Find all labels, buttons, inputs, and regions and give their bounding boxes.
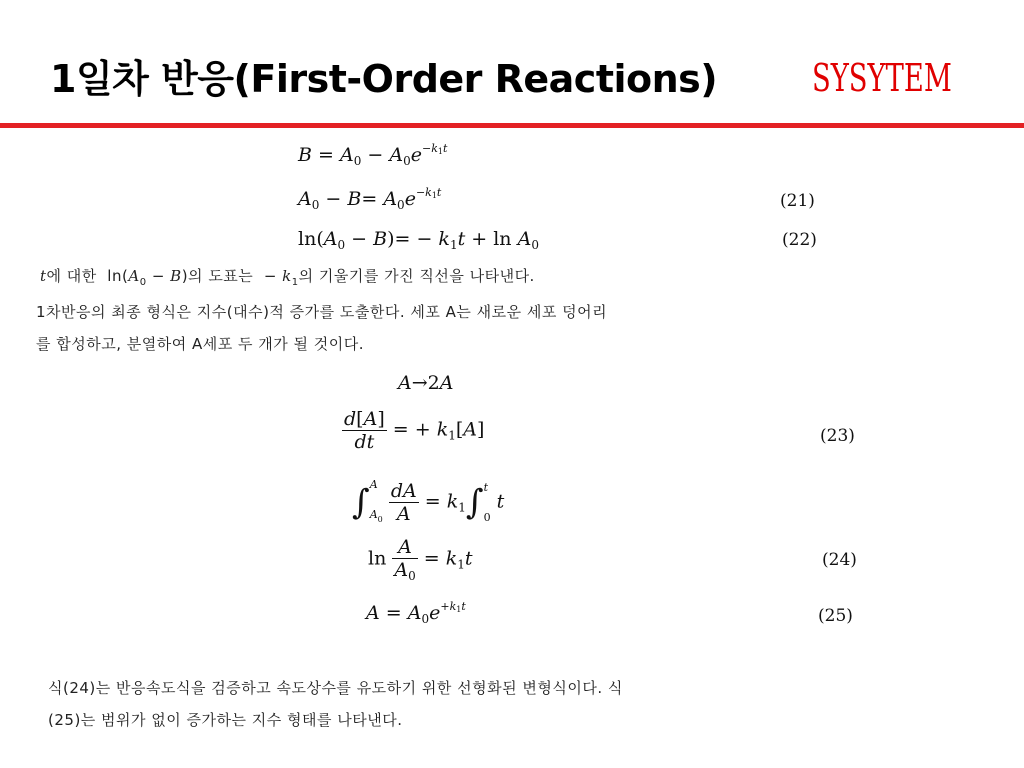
equation-number-25: (25) xyxy=(818,606,853,626)
equation-23: $\frac{d[A]}{dt}$ = + $k_1[A]$ xyxy=(344,408,485,453)
paragraph-line-4: 식(24)는 반응속도식을 검증하고 속도상수를 유도하기 위한 선형화된 변형식이다. 식 xyxy=(48,679,623,697)
page-title: 1일차 반응(First-Order Reactions) xyxy=(50,57,718,101)
equation-number-24: (24) xyxy=(822,550,857,570)
paragraph-line-5: (25)는 범위가 없이 증가하는 지수 형태를 나타낸다. xyxy=(48,711,403,729)
equation-number-23: (23) xyxy=(820,426,855,446)
paragraph-line-1: t에 대한 $\ln(A_0 - B)$의 도표는 − $k_1$의 기울기를 가진 직선을 나타낸다. xyxy=(40,267,535,288)
equation-number-21: (21) xyxy=(780,191,815,211)
header-divider xyxy=(0,123,1024,128)
equation-b-definition: $B = A_0 - A_0e^{-k_1t}$ xyxy=(298,142,448,168)
equation-reaction: A→2A xyxy=(398,372,454,394)
equation-25: $A = A_0e^{+k_1t}$ xyxy=(366,600,466,626)
equation-number-22: (22) xyxy=(782,230,817,250)
brand-logo-text: SYSYTEM xyxy=(812,56,952,100)
equation-22: $\ln(A_0 - B)= - k_1t + \ln A_0$ xyxy=(298,228,539,252)
equation-24: ln $\frac{A}{A_0}$ = $k_1t$ xyxy=(368,536,473,583)
paragraph-line-2: 1차반응의 최종 형식은 지수(대수)적 증가를 도출한다. 세포 A는 새로운 세포 덩어리 xyxy=(36,303,608,321)
paragraph-line-3: 를 합성하고, 분열하여 A세포 두 개가 될 것이다. xyxy=(36,335,364,353)
equation-integral: ∫A $A_0$ $\frac{dA}{A}$ = $k_1\int t$ 0 t xyxy=(352,478,505,525)
equation-21: $A_0 - B= A_0e^{-k_1t}$ xyxy=(298,186,442,212)
